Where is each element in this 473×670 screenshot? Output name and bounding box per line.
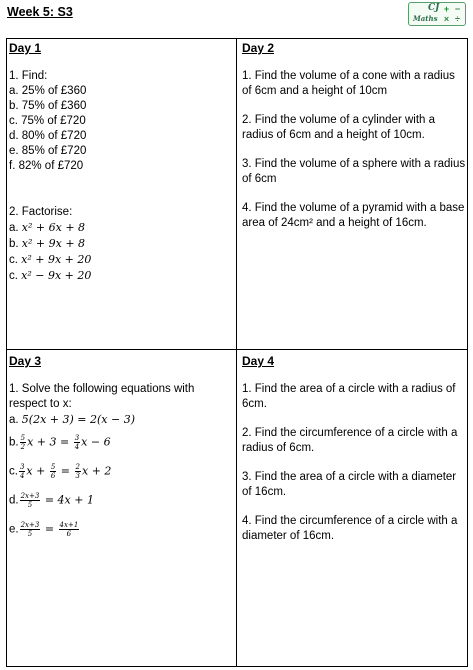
- day1-q1-item: f. 82% of £720: [9, 160, 84, 172]
- day4-q2: 2. Find the circumference of a circle with a radius of 6cm.: [242, 427, 458, 454]
- day1-q1-item: b. 75% of £360: [9, 100, 87, 112]
- day1-cell: [9, 41, 234, 284]
- day2-q2: 2. Find the volume of a cylinder with a radius of 6cm and a height of 10cm.: [242, 114, 436, 141]
- cj-maths-logo: [408, 2, 466, 26]
- day4-q1: 1. Find the area of a circle with a radius of 6cm.: [242, 383, 456, 410]
- day4-cell: [242, 354, 466, 544]
- day2-q4: 4. Find the volume of a pyramid with a base area of 24cm² and a height of 16cm.: [242, 202, 465, 229]
- day3-title: Day 3: [9, 354, 42, 368]
- day1-q2: 2. Factorise:: [9, 206, 73, 218]
- day1-q1-item: a. 25% of £360: [9, 85, 87, 97]
- day3-eq-d: d. $\frac{2x+3}{5}$ = 4x + 1: [9, 492, 94, 509]
- day1-q1-item: e. 85% of £720: [9, 145, 87, 157]
- page-title: Week 5: S3: [7, 5, 73, 19]
- day3-eq-c: c. $\frac{3}{4}$ x + $\frac{5}{6}$ = $\frac{2}{3}$ x + 2: [9, 463, 112, 480]
- day1-q1: 1. Find:: [9, 70, 48, 82]
- day1-q1-item: d. 80% of £720: [9, 130, 87, 142]
- day3-eq-a: a. 5(2x + 3) = 2(x − 3): [9, 413, 135, 426]
- day4-q3: 3. Find the area of a circle with a diameter of 16cm.: [242, 471, 457, 498]
- day1-q1-item: c. 75% of £720: [9, 115, 86, 127]
- day1-q2-item: b. x² + 9x + 8: [9, 237, 86, 250]
- day1-q2-item: c. x² − 9x + 20: [9, 269, 92, 282]
- day4-q4: 4. Find the circumference of a circle with a diameter of 16cm.: [242, 515, 458, 542]
- logo-maths-text: Maths: [413, 14, 438, 23]
- logo-cj-text: CJ: [428, 3, 440, 13]
- day2-q3: 3. Find the volume of a sphere with a radius of 6cm: [242, 158, 466, 185]
- grid-divider-vertical: [236, 38, 237, 667]
- day3-cell: [9, 354, 234, 538]
- day2-title: Day 2: [242, 41, 275, 55]
- grid-divider-horizontal: [6, 349, 468, 350]
- day2-q1: 1. Find the volume of a cone with a radius of 6cm and a height of 10cm: [242, 70, 455, 97]
- day3-intro: 1. Solve the following equations with respect to x:: [9, 383, 195, 410]
- logo-operators-icon: + − × ÷: [443, 4, 461, 24]
- day1-q2-item: c. x² + 9x + 20: [9, 253, 92, 266]
- day3-eq-b: b. $\frac{5}{2}$ x + 3 = $\frac{3}{4}$ x − 6: [9, 434, 111, 451]
- day1-title: Day 1: [9, 41, 42, 55]
- day1-q2-item: a. x² + 6x + 8: [9, 221, 86, 234]
- day2-cell: [242, 41, 466, 231]
- day4-title: Day 4: [242, 354, 275, 368]
- day3-eq-e: e. $\frac{2x+3}{5}$ = $\frac{4x+1}{6}$: [9, 521, 79, 538]
